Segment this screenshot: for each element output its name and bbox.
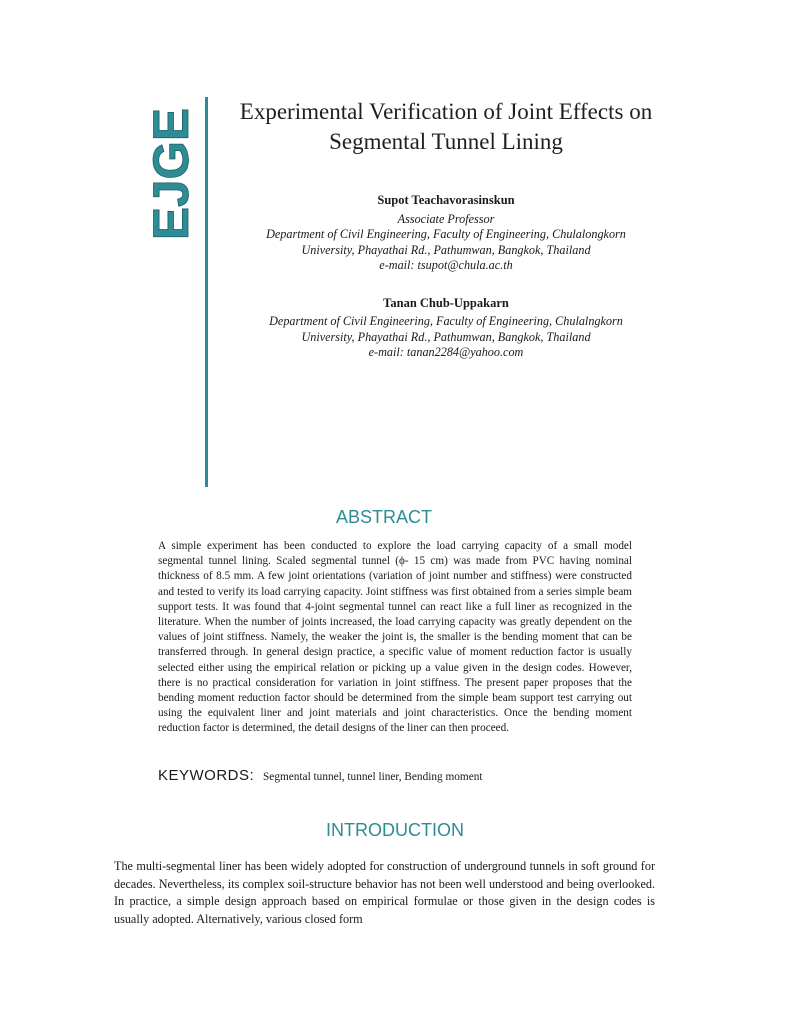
paper-title: Experimental Verification of Joint Effects on Segmental Tunnel Lining bbox=[239, 99, 653, 154]
author-affiliation: Department of Civil Engineering, Faculty of Engineering, Chulalongkorn bbox=[266, 227, 626, 241]
author-name: Tanan Chub-Uppakarn bbox=[383, 295, 509, 310]
abstract-text: A simple experiment has been conducted to explore the load carrying capacity of a small model segmental tunnel lining. Scaled segmental tunnel (ϕ- 15 cm) was made from PVC having nominal thickness of 8.5 mm. A few joint orientations (variation of joint number and stiffness) were constructed and tested to verify its load carrying capacity. Joint stiffness was first obtained from a series simple beam support tests. It was found that 4-joint segmental tunnel can react like a full liner as recognized in the literature. When the number of joints increased, the load carrying capacity was greatly dependent on the values of joint stiffness. Namely, the weaker the joint is, the smaller is the bending moment that can be transferred through. In general design practice, a specific value of moment reduction factor is usually selected either using the empirical relation or picking up a value given in the design codes. However, there is no practical consideration for variation in joint stiffness. The present paper proposes that the bending moment reduction factor should be determined from the simple beam support test carrying out using the equivalent liner and joint materials and joint characteristics. Once the bending moment reduction factor is determined, the detail designs of the liner can then proceed. bbox=[158, 540, 632, 735]
journal-logo bbox=[143, 106, 199, 240]
keywords-text: Segmental tunnel, tunnel liner, Bending moment bbox=[263, 771, 483, 783]
keywords-line bbox=[158, 767, 638, 786]
author-position: Associate Professor bbox=[397, 211, 495, 226]
keywords-label: KEYWORDS: bbox=[158, 767, 255, 784]
ejge-logo-icon bbox=[143, 106, 199, 240]
author-name: Supot Teachavorasinskun bbox=[377, 193, 515, 207]
author-email[interactable]: e-mail: tanan2284@yahoo.com bbox=[368, 345, 524, 359]
author-affiliation: University, Phayathai Rd., Pathumwan, Bangkok, Thailand bbox=[301, 329, 591, 344]
title-divider bbox=[205, 97, 208, 487]
introduction-heading: INTRODUCTION bbox=[326, 820, 464, 840]
author-email[interactable]: e-mail: tsupot@chula.ac.th bbox=[379, 258, 513, 272]
author-block bbox=[236, 193, 656, 361]
abstract-heading: ABSTRACT bbox=[335, 507, 432, 527]
author-affiliation: Department of Civil Engineering, Faculty of Engineering, Chulalngkorn bbox=[269, 314, 623, 328]
introduction-text: The multi-segmental liner has been widely adopted for construction of underground tunnels in soft ground for decades. Nevertheless, its complex soil-structure behavior has not been well understood and being overlooked. In practice, a simple design approach based on empirical formulae or those given in the design codes is usually adopted. Alternatively, various closed form bbox=[114, 859, 655, 926]
svg-text:EJGE: EJGE bbox=[143, 106, 199, 240]
author-affiliation: University, Phayathai Rd., Pathumwan, Bangkok, Thailand bbox=[301, 242, 591, 257]
